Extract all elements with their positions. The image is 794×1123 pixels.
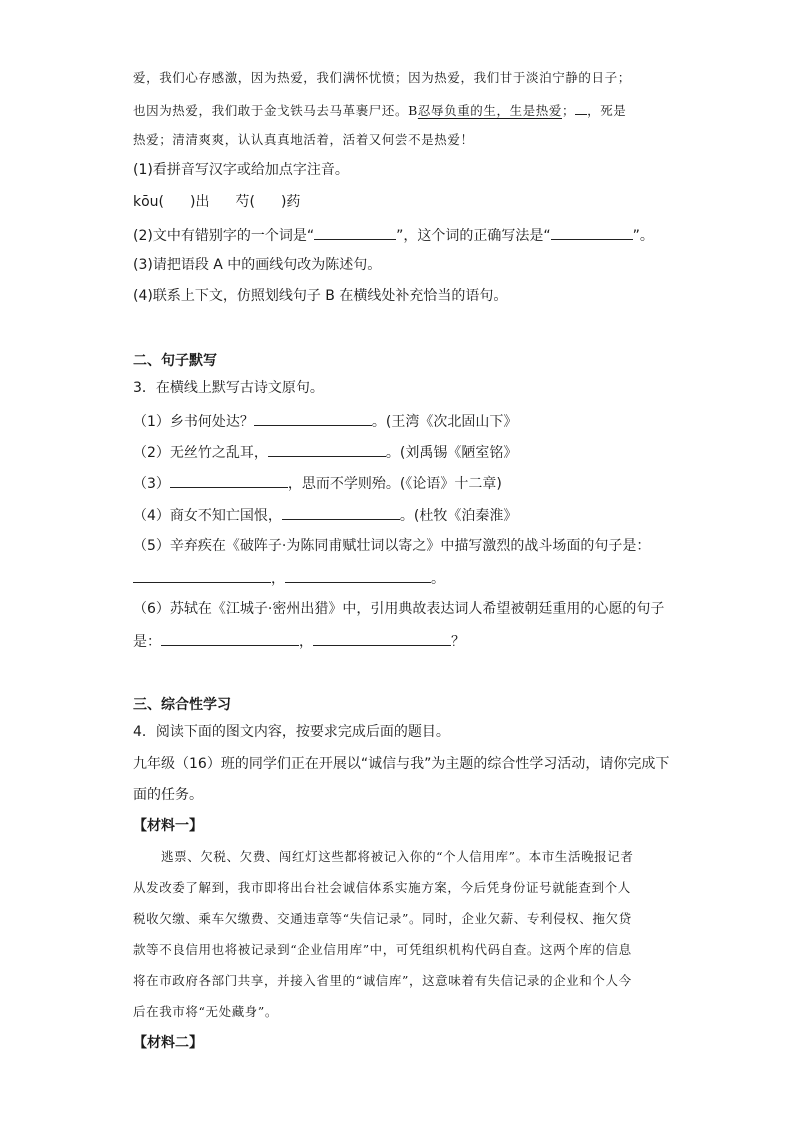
recite-item-1-source: 。(王湾《次北固山下》	[371, 414, 518, 430]
material-1-line-5: 将在市政府各部门共享，并接入省里的“诚信库”，这意味着有失信记录的企业和个人今	[133, 973, 632, 988]
recite-blank-1[interactable]	[254, 410, 372, 426]
recite-item-6: （6）苏轼在《江城子·密州出猎》中，引用典故表达词人希望被朝廷重用的心愿的句子	[133, 601, 665, 617]
question-3: (3)请把语段 A 中的画线句改为陈述句。	[133, 257, 382, 273]
recite-blank-6b[interactable]	[313, 630, 451, 646]
material-1-line-4: 款等不良信用也将被记录到“企业信用库”中，可凭组织机构代码自查。这两个库的信息	[133, 942, 632, 957]
recite-blank-4[interactable]	[282, 504, 400, 520]
recite-item-3-text: ，思而不学则殆。(《论语》十二章)	[287, 476, 502, 492]
recite-item-2-text: （2）无丝竹之乱耳，	[133, 445, 268, 461]
passage-line-2-sep: ；	[562, 103, 576, 118]
question-2-part-a: (2)文中有错别字的一个词是“	[133, 228, 315, 244]
section-2-question: 3．在横线上默写古诗文原句。	[133, 380, 324, 396]
passage-line-3: 热爱；清清爽爽，认认真真地活着，活着又何尝不是热爱！	[133, 132, 474, 147]
section-3-intro-2: 面的任务。	[133, 787, 203, 803]
recite-item-1	[133, 410, 517, 432]
question-4: (4)联系上下文，仿照划线句子 B 在横线处补充恰当的语句。	[133, 288, 508, 304]
passage-line-2	[133, 99, 626, 121]
passage-line-2-end: ，死是	[587, 103, 627, 118]
fill-blank-b[interactable]	[575, 99, 587, 115]
pinyin-kou: kōu(	[133, 194, 165, 210]
recite-item-3	[133, 472, 502, 494]
recite-blank-2[interactable]	[268, 441, 386, 457]
recite-blank-5b[interactable]	[285, 567, 431, 583]
section-3-intro-1: 九年级（16）班的同学们正在开展以“诚信与我”为主题的综合性学习活动，请你完成下	[133, 756, 670, 772]
passage-line-1: 爱，我们心存感激，因为热爱，我们满怀忧愤；因为热爱，我们甘于淡泊宁静的日子；	[133, 70, 631, 85]
material-1-line-6: 后在我市将“无处藏身”。	[133, 1004, 278, 1019]
recite-item-1-text: （1）乡书何处达？	[133, 414, 254, 430]
material-2-title: 【材料二】	[133, 1035, 203, 1051]
answer-blank-correct-word[interactable]	[551, 224, 633, 240]
answer-blank-wrong-word[interactable]	[314, 224, 396, 240]
question-2-part-b: ”，这个词的正确写法是“	[396, 228, 551, 244]
recite-blank-6a[interactable]	[161, 630, 299, 646]
question-1: (1)看拼音写汉字或给加点字注音。	[133, 162, 349, 178]
shao-text: 芍(	[235, 194, 255, 210]
recite-item-6-blanks	[133, 630, 465, 652]
recite-item-2-source: 。(刘禹锡《陋室铭》	[385, 445, 518, 461]
recite-item-6-prefix: 是：	[133, 634, 161, 650]
material-1-line-3: 税收欠缴、乘车欠缴费、交通违章等“失信记录”。同时，企业欠薪、专利侵权、拖欠贷	[133, 911, 632, 926]
section-2-heading: 二、句子默写	[133, 353, 217, 369]
question-2-part-c: ”。	[632, 228, 654, 244]
yao-text: )药	[280, 194, 301, 210]
recite-item-5-blanks	[133, 567, 445, 589]
underlined-sentence-b: 忍辱负重的生，生是热爱	[417, 103, 562, 118]
section-3-question: 4．阅读下面的图文内容，按要求完成后面的题目。	[133, 724, 450, 740]
material-1-line-2: 从发改委了解到，我市即将出台社会诚信体系实施方案，今后凭身份证号就能查到个人	[133, 880, 631, 895]
recite-item-5-end: 。	[431, 571, 445, 587]
recite-item-4-text: （4）商女不知亡国恨，	[133, 508, 282, 524]
material-1-title: 【材料一】	[133, 818, 203, 834]
recite-item-4-source: 。(杜牧《泊秦淮》	[399, 508, 518, 524]
question-1-items	[133, 192, 300, 212]
recite-blank-5a[interactable]	[133, 567, 271, 583]
material-1-line-1: 逃票、欠税、欠费、闯红灯这些都将被记入你的“个人信用库”。本市生活晚报记者	[161, 849, 634, 864]
passage-line-2-start: 也因为热爱，我们敢于金戈铁马去马革裹尸还。B	[133, 103, 418, 118]
recite-item-2	[133, 441, 517, 463]
section-3-heading: 三、综合性学习	[133, 697, 231, 713]
chu-text: )出	[190, 194, 210, 210]
recite-item-3-num: （3）	[133, 476, 170, 492]
recite-item-5-sep: ，	[271, 571, 285, 587]
recite-item-6-end: ？	[451, 634, 465, 650]
recite-item-4	[133, 504, 517, 526]
recite-item-6-sep: ，	[299, 634, 313, 650]
recite-item-5: （5）辛弃疾在《破阵子·为陈同甫赋壮词以寄之》中描写激烈的战斗场面的句子是：	[133, 538, 651, 554]
question-2	[133, 224, 654, 246]
recite-blank-3[interactable]	[170, 472, 288, 488]
